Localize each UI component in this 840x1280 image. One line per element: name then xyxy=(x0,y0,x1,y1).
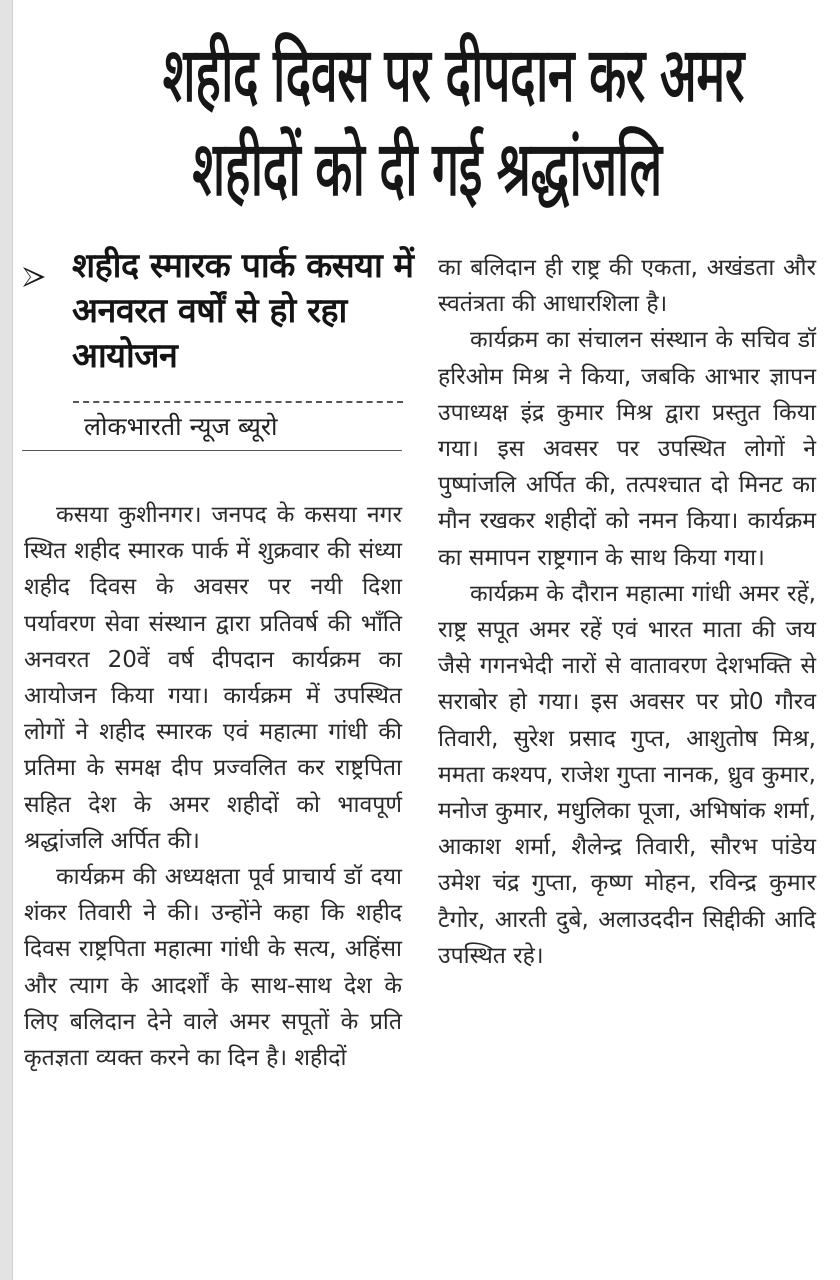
headline-line-1: शहीद दिवस पर दीपदान कर अमर xyxy=(162,30,744,119)
paragraph: कसया कुशीनगर। जनपद के कसया नगर स्थित शहीद स्मारक पार्क में शुक्रवार की संध्या शहीद दिवस के अवसर पर नयी दिशा पर्यावरण सेवा संस्थान द्वारा प्रतिवर्ष की भाँति अनवरत 20वें वर्ष दीपदान कार्यक्रम का आयोजन किया गया। कार्यक्रम में उपस्थित लोगों ने शहीद स्मारक एवं महात्मा गांधी की प्रतिमा के समक्ष दीप प्रज्वलित कर राष्ट्रपिता सहित देश के अमर शहीदों को भावपूर्ण श्रद्धांजलि अर्पित की। xyxy=(24,502,402,854)
subheadline: शहीद स्मारक पार्क कसया में अनवरत वर्षों से हो रहा आयोजन xyxy=(72,246,414,376)
paragraph: कार्यक्रम की अध्यक्षता पूर्व प्राचार्य डॉ दया शंकर तिवारी ने की। उन्होंने कहा कि शहीद दिवस राष्ट्रपिता महात्मा गांधी के सत्य, अहिंसा और त्याग के आदर्शों के साथ-साथ देश के लिए बलिदान देने वाले अमर सपूतों के प्रति कृतज्ञता व्यक्त करने का दिन है। शहीदों xyxy=(24,864,402,1072)
headline xyxy=(14,28,840,216)
byline: लोकभारती न्यूज ब्यूरो xyxy=(84,412,278,441)
paragraph: कार्यक्रम का संचालन संस्थान के सचिव डॉ हरिओम मिश्र ने किया, जबकि आभार ज्ञापन उपाध्यक्ष इंद्र कुमार मिश्र द्वारा प्रस्तुत किया गया। इस अवसर पर उपस्थित लोगों ने पुष्पांजलि अर्पित की, तत्पश्चात दो मिनट का मौन रखकर शहीदों को नमन किया। कार्यक्रम का समापन राष्ट्रगान के साथ किया गया। xyxy=(438,327,816,571)
article-column-right xyxy=(438,250,816,974)
page-edge-strip xyxy=(0,0,13,1280)
paragraph: कार्यक्रम के दौरान महात्मा गांधी अमर रहें, राष्ट्र सपूत अमर रहें एवं भारत माता की जय जैसे गगनभेदी नारों से वातावरण देशभक्ति से सराबोर हो गया। इस अवसर पर प्रो0 गौरव तिवारी, सुरेश प्रसाद गुप्त, आशुतोष मिश्र, ममता कश्यप, राजेश गुप्ता नानक, ध्रुव कुमार, मनोज कुमार, मधुलिका पूजा, अभिषांक शर्मा, आकाश शर्मा, शैलेन्द्र तिवारी, सौरभ पांडेय उमेश चंद्र गुप्ता, कृष्ण मोहन, रविन्द्र कुमार टैगोर, आरती दुबे, अलाउददीन सिद्दीकी आदि उपस्थित रहे। xyxy=(438,580,816,969)
dashed-divider xyxy=(73,401,403,403)
byline-divider xyxy=(22,450,402,451)
article-column-left xyxy=(24,497,402,1076)
arrowhead-right-icon xyxy=(22,266,46,288)
headline-line-2: शहीदों को दी गई श्रद्धांजलि xyxy=(192,124,662,213)
paragraph-continued: का बलिदान ही राष्ट्र की एकता, अखंडता और स्वतंत्रता की आधारशिला है। xyxy=(438,255,816,318)
